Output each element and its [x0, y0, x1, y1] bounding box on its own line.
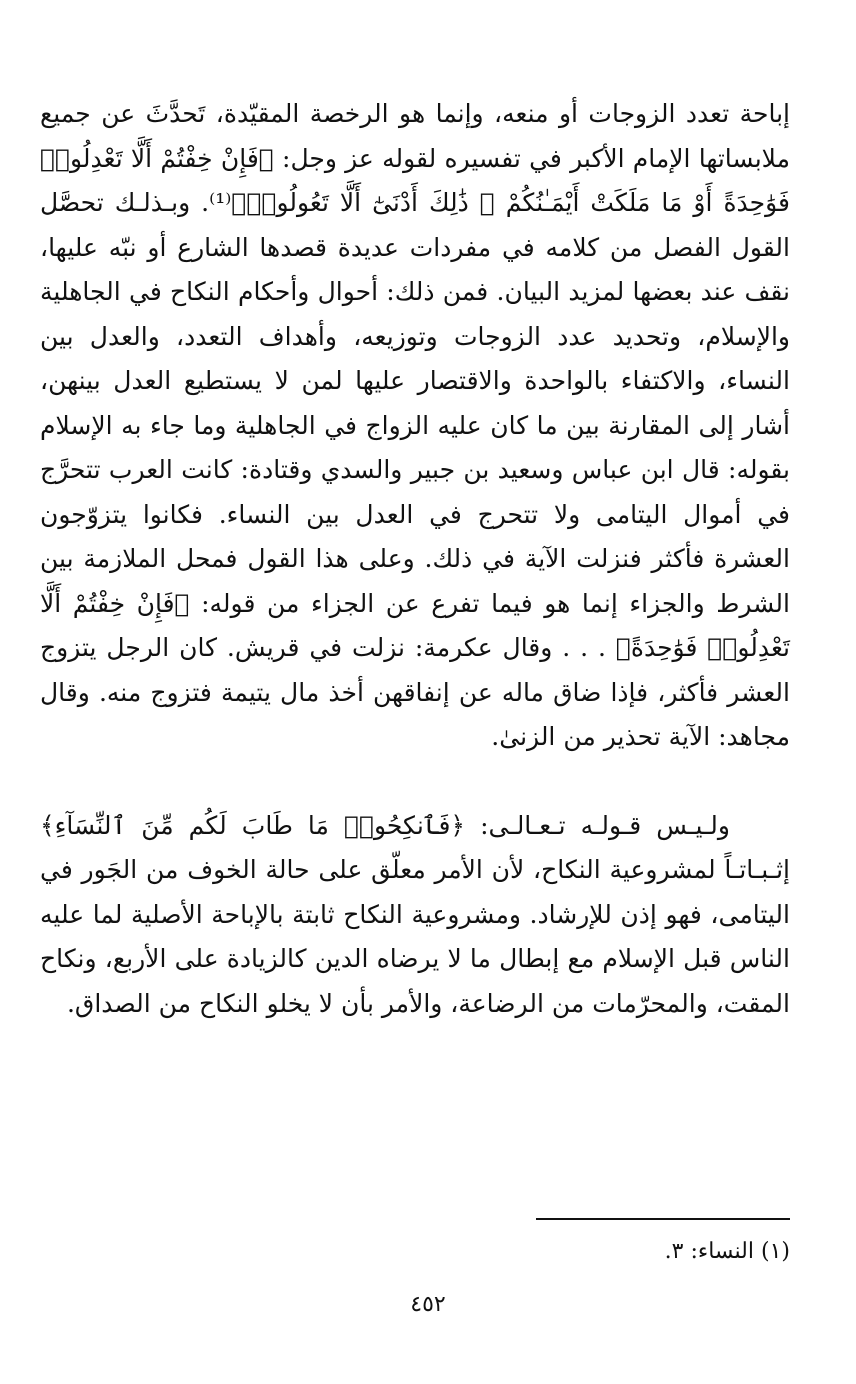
footnote-separator — [536, 1218, 790, 1220]
footnote: (١) النساء: ٣. — [664, 1239, 790, 1264]
body-paragraph-1: إباحة تعدد الزوجات أو منعه، وإنما هو الرخصة المقيّدة، تَحدَّثَ عن جميع ملابساتها الإمام الأكبر في تفسيره لقوله عز وجل: ﴿فَإِنْ خِفْتُمْ أَلَّا تَعْدِلُوا۟ فَوَٰحِدَةً أَوْ مَا مَلَكَتْ أَيْمَـٰنُكُمْ ۚ ذَٰلِكَ أَدْنَىٰٓ أَلَّا تَعُولُوا۟﴾⁽¹⁾. وبـذلـك تحصَّل القول الفصل من كلامه في مفردات عديدة قصدها الشارع أو نبّه عليها، نقف عند بعضها لمزيد البيان. فمن ذلك: أحوال وأحكام النكاح في الجاهلية والإسلام، وتحديد عدد الزوجات وتوزيعه، وأهداف التعدد، والعدل بين النساء، والاكتفاء بالواحدة والاقتصار عليها لمن لا يستطيع العدل بينهن، أشار إلى المقارنة بين ما كان عليه الزواج في الجاهلية وما جاء به الإسلام بقوله: قال ابن عباس وسعيد بن جبير والسدي وقتادة: كانت العرب تتحرَّج في أموال اليتامى ولا تتحرج في العدل بين النساء. فكانوا يتزوّجون العشرة فأكثر فنزلت الآية في ذلك. وعلى هذا القول فمحل الملازمة بين الشرط والجزاء إنما هو فيما تفرع عن الجزاء من قوله: ﴿فَإِنْ خِفْتُمْ أَلَّا تَعْدِلُوا۟ فَوَٰحِدَةً﴾ . . . وقال عكرمة: نزلت في قريش. كان الرجل يتزوج العشر فأكثر، فإذا ضاق ماله عن إنفاقهن أخذ مال يتيمة فتزوج منه. وقال مجاهد: الآية تحذير من الزنىٰ. — [40, 99, 790, 751]
page-number: ٤٥٢ — [410, 1292, 446, 1317]
page-body — [40, 92, 790, 1026]
body-paragraph-2: ولـيـس قـولـه تـعـالـى: ﴿فَٱنكِحُوا۟ مَا طَابَ لَكُم مِّنَ ٱلنِّسَآءِ﴾ إثـبـاتـاً لمشروعية النكاح، لأن الأمر معلّق على حالة الخوف من الجَور في اليتامى، فهو إذن للإرشاد. ومشروعية النكاح ثابتة بالإباحة الأصلية لما عليه الناس قبل الإسلام مع إبطال ما لا يرضاه الدين كالزيادة على الأربع، ونكاح المقت، والمحرّمات من الرضاعة، والأمر بأن لا يخلو النكاح من الصداق. — [40, 810, 790, 1018]
